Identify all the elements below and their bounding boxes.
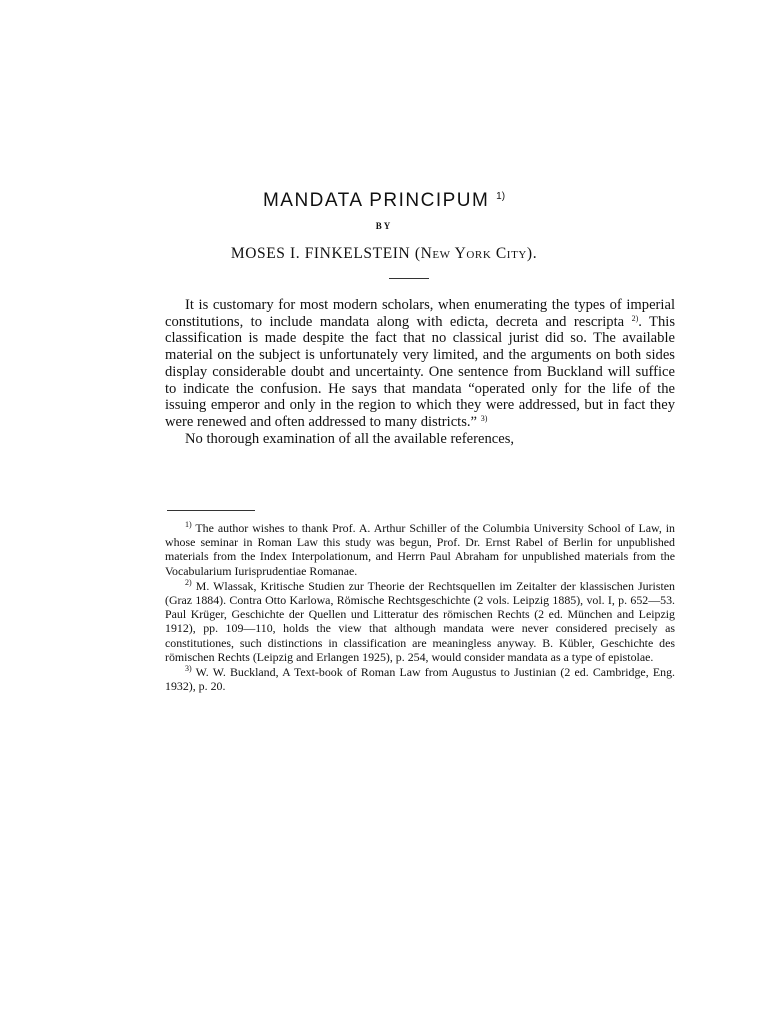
byline-by: BY — [375, 221, 393, 231]
footnote-marker: 3) — [185, 664, 192, 674]
footnote — [165, 521, 675, 578]
paragraph-text-continued: . This classification is made despite the fact that no classical jurist did so. The available material on the subject is unfortunately very limited, and the arguments on both sides display considerable doubt and uncertainty. One sentence from Buckland will suffice to indicate the confusion. He says that mandata “operated only for the life of the issuing emperor and only in the region to which they were addressed, but in fact they were renewed and often addressed to many districts.” — [165, 313, 675, 430]
body-paragraph — [165, 297, 675, 431]
footnotes — [165, 521, 675, 694]
footnote-text: W. W. Buckland, A Text-book of Roman Law from Augustus to Justinian (2 ed. Cambridge, Eng. 1932), p. 20. — [165, 665, 675, 694]
body-paragraph — [165, 431, 675, 448]
author-line — [0, 245, 768, 263]
footnote-marker: 2) — [185, 577, 192, 587]
footnote-ref: 3) — [480, 413, 488, 423]
article-title-text: MANDATA PRINCIPUM — [262, 190, 490, 211]
paragraph-text: It is customary for most modern scholars, when enumerating the types of imperial constitutions, to include mandata along with edicta, decreta and rescripta — [165, 297, 675, 330]
article-title — [0, 190, 768, 212]
footnote-ref: 2) — [631, 313, 639, 323]
footnote — [165, 665, 675, 693]
footnote-text: M. Wlassak, Kritische Studien zur Theorie der Rechtsquellen im Zeitalter der klassischen Juristen (Graz 1884). Contra Otto Karlowa, Römische Rechtsgeschichte (2 vols. Leipzig 1885), vol. I, p. 652—53. Paul Krüger, Geschichte der Quellen und Litteratur des römischen Rechts (2 ed. München and Leipzig 1912), pp. 109—110, holds the view that although mandata were never considered precisely as constitutiones, such distinctions in classification are meaningless anyway. B. Kübler, Geschichte des römischen Rechts (Leipzig and Erlangen 1925), p. 254, would consider mandata as a type of epistolae. — [165, 578, 675, 664]
footnote — [165, 579, 675, 664]
footnote-marker: 1) — [185, 520, 192, 529]
footnote-text: The author wishes to thank Prof. A. Arthur Schiller of the Columbia University School of Law, in whose seminar in Roman Law this study was begun, Prof. Dr. Ernst Rabel of Berlin for unpublished materials from the Index Interpolationum, and Herrn Paul Abraham for unpublished materials from the Vocabularium Iurisprudentiae Romanae. — [165, 521, 675, 578]
body-text — [165, 297, 675, 447]
footnote-divider — [167, 510, 255, 511]
title-divider — [389, 278, 429, 279]
author-location: (New York City). — [414, 245, 538, 262]
title-footnote-marker: 1) — [496, 191, 506, 202]
author-name: MOSES I. FINKELSTEIN — [230, 245, 411, 262]
paragraph-text: No thorough examination of all the available references, — [185, 430, 515, 447]
